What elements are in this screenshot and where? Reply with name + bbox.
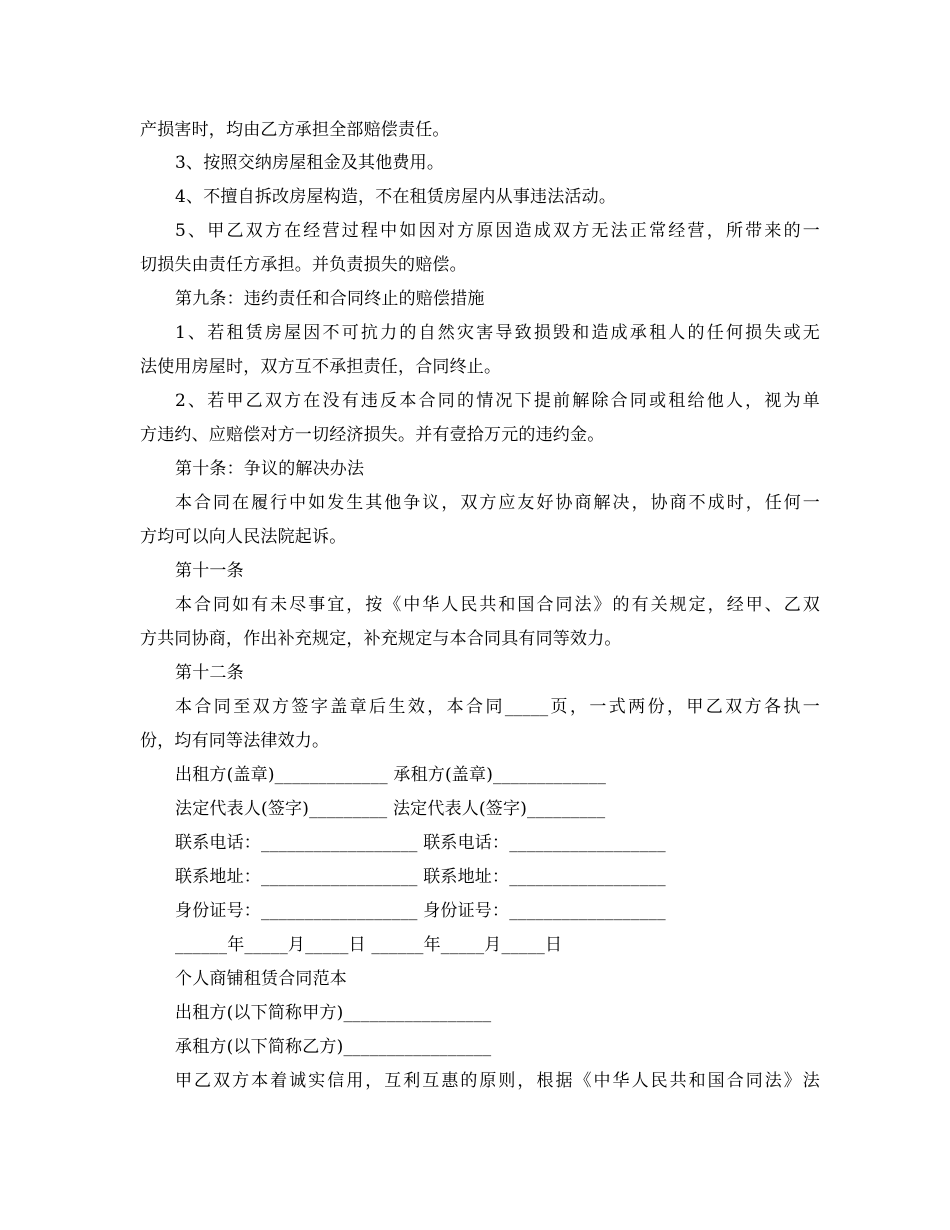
- signature-line: 身份证号：__________________ 身份证号：__________________: [175, 901, 666, 921]
- signature-line: 联系地址：__________________ 联系地址：__________________: [175, 867, 666, 887]
- section-heading: 第十条：争议的解决办法: [175, 459, 365, 479]
- paragraph-line: 4、不擅自拆改房屋构造，不在租赁房屋内从事违法活动。: [175, 187, 617, 207]
- paragraph-line: 产损害时，均由乙方承担全部赔偿责任。: [140, 120, 450, 140]
- document-title: 个人商铺租赁合同范本: [175, 969, 347, 989]
- party-line: 出租方(以下简称甲方)_________________: [175, 1003, 492, 1023]
- section-heading: 第十一条: [175, 561, 244, 581]
- paragraph-line: 方违约、应赔偿对方一切经济损失。并有壹拾万元的违约金。: [140, 425, 605, 445]
- paragraph-line: 切损失由责任方承担。并负责损失的赔偿。: [140, 255, 467, 275]
- paragraph-line: 2、若甲乙双方在没有违反本合同的情况下提前解除合同或租给他人，视为单: [175, 391, 820, 411]
- paragraph-line: 本合同至双方签字盖章后生效，本合同_____页，一式两份，甲乙双方各执一: [175, 697, 820, 717]
- paragraph-line: 法使用房屋时，双方互不承担责任，合同终止。: [140, 357, 502, 377]
- paragraph-line: 1、若租赁房屋因不可抗力的自然灾害导致损毁和造成承租人的任何损失或无: [175, 323, 820, 343]
- party-line: 承租方(以下简称乙方)_________________: [175, 1037, 492, 1057]
- signature-line: 出租方(盖章)_____________ 承租方(盖章)_____________: [175, 765, 607, 785]
- paragraph-line: 5、甲乙双方在经营过程中如因对方原因造成双方无法正常经营，所带来的一: [175, 221, 820, 241]
- date-line: ______年_____月_____日 ______年_____月_____日: [175, 935, 563, 955]
- paragraph-line: 本合同在履行中如发生其他争议，双方应友好协商解决，协商不成时，任何一: [175, 493, 820, 513]
- signature-line: 联系电话：__________________ 联系电话：__________________: [175, 833, 666, 853]
- paragraph-line: 3、按照交纳房屋租金及其他费用。: [175, 153, 445, 173]
- paragraph-line: 方均可以向人民法院起诉。: [140, 527, 347, 547]
- section-heading: 第九条：违约责任和合同终止的赔偿措施: [175, 289, 485, 309]
- paragraph-line: 本合同如有未尽事宜，按《中华人民共和国合同法》的有关规定，经甲、乙双: [175, 595, 820, 615]
- paragraph-line: 方共同协商，作出补充规定，补充规定与本合同具有同等效力。: [140, 629, 622, 649]
- paragraph-line: 份，均有同等法律效力。: [140, 731, 330, 751]
- section-heading: 第十二条: [175, 663, 244, 683]
- signature-line: 法定代表人(签字)_________ 法定代表人(签字)_________: [175, 799, 606, 819]
- paragraph-line: 甲乙双方本着诚实信用，互利互惠的原则，根据《中华人民共和国合同法》法: [175, 1071, 820, 1091]
